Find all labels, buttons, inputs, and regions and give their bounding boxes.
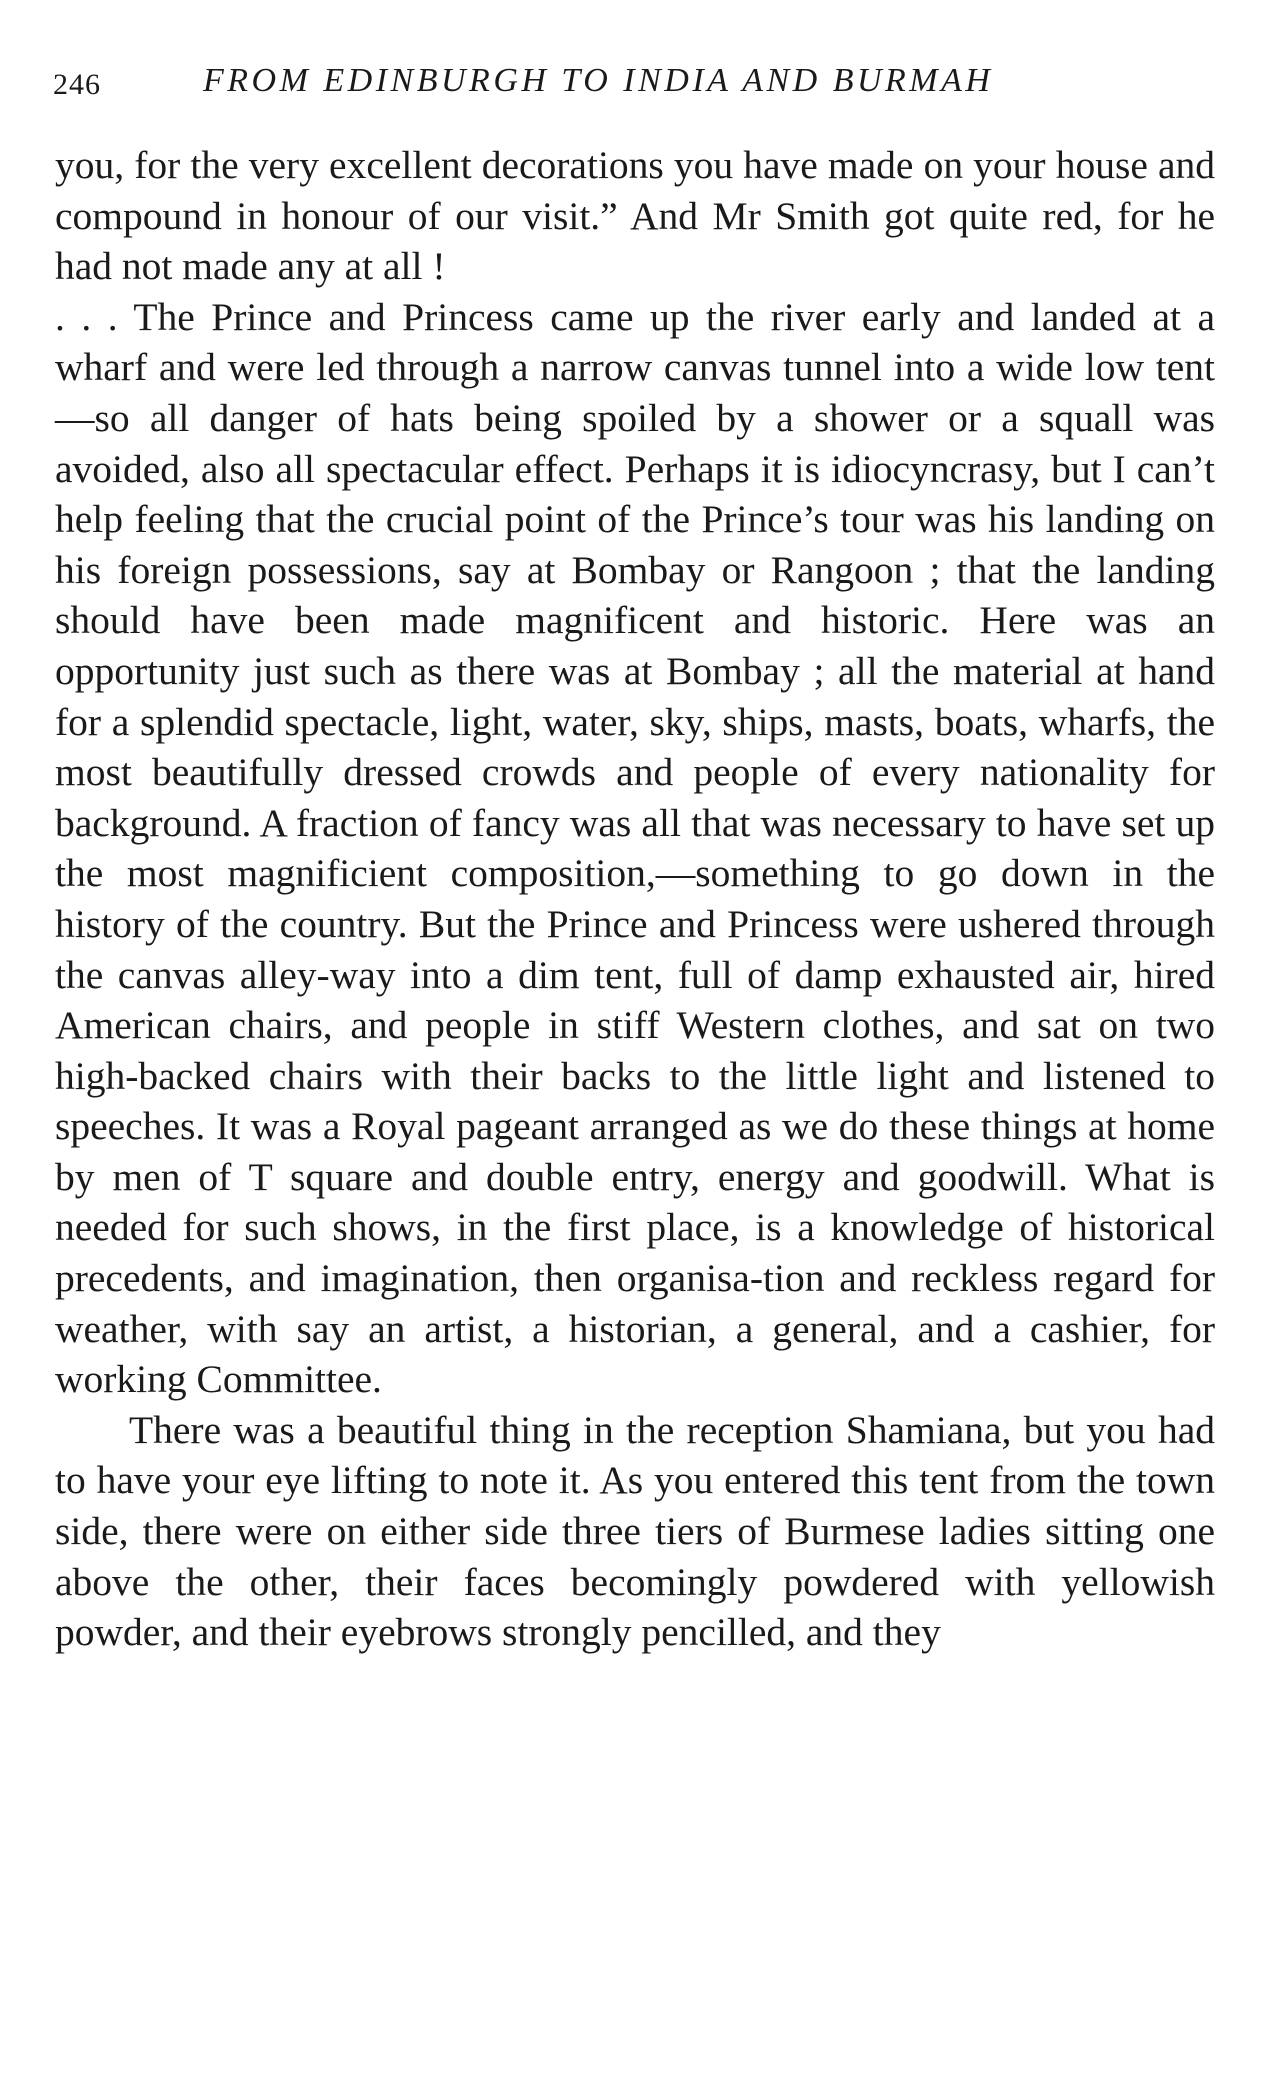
page-number: 246 <box>53 68 101 101</box>
paragraph-continuation: you, for the very excellent decorations you have made on your house and compound in honour of our visit.” And Mr Smith got quite red, for he had not made any at all ! <box>55 143 1215 289</box>
paragraph-prince-landing: . . . The Prince and Princess came up the river early and landed at a wharf and were led through a narrow canvas tunnel into a wide low tent—so all danger of hats being spoiled by a shower or a squall was avoided, also all spectacular effect. Perhaps it is idiocyncrasy, but I can’t help feeling that the crucial point of the Prince’s tour was his landing on his foreign possessions, say at Bombay or Rangoon ; that the landing should have been made magnificent and historic. Here was an opportunity just such as there was at Bombay ; all the material at hand for a splendid spectacle, light, water, sky, ships, masts, boats, wharfs, the most beautifully dressed crowds and people of every nationality for background. A fraction of fancy was all that was necessary to have set up the most magnificient composition,—something to go down in the history of the country. But the Prince and Princess were ushered through the canvas alley-way into a dim tent, full of damp exhausted air, hired American chairs, and people in stiff Western clothes, and sat on two high-backed chairs with their backs to the little light and listened to speeches. It was a Royal pageant arranged as we do these things at home by men of T square and double entry, energy and goodwill. What is needed for such shows, in the first place, is a knowledge of historical precedents, and imagination, then organisa-tion and reckless regard for weather, with say an artist, a historian, a general, and a cashier, for working Committee. <box>55 294 1215 1402</box>
running-title: FROM EDINBURGH TO INDIA AND BURMAH <box>203 62 994 99</box>
body-text <box>55 140 1215 1658</box>
paragraph-shamiana: There was a beautiful thing in the reception Shamiana, but you had to have your eye lifting to note it. As you entered this tent from the town side, there were on either side three tiers of Burmese ladies sitting one above the other, their faces becomingly powdered with yellowish powder, and their eyebrows strongly pencilled, and they <box>55 1407 1215 1655</box>
running-header <box>53 62 1223 108</box>
